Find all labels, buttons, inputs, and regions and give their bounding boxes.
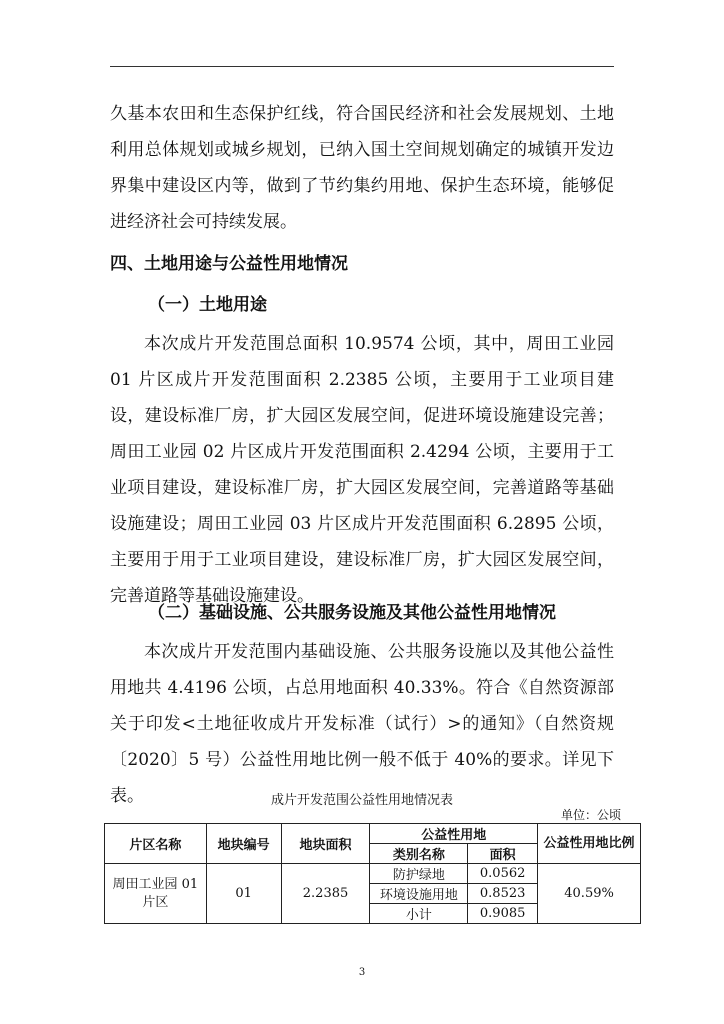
cell-ratio: 40.59% bbox=[538, 864, 641, 924]
header-plot-number: 地块编号 bbox=[206, 824, 281, 864]
header-zone-name: 片区名称 bbox=[105, 824, 207, 864]
subsection-2-paragraph: 本次成片开发范围内基础设施、公共服务设施以及其他公益性用地共 4.4196 公顷，占总用地面积 40.33%。符合《自然资源部关于印发<土地征收成片开发标准（试行）>的通知》（自然资规〔2020〕5 号）公益性用地比例一般不低于 40%的要求。详见下表。 bbox=[110, 642, 614, 806]
header-public-ratio: 公益性用地比例 bbox=[538, 824, 641, 864]
table-unit: 单位：公顷 bbox=[560, 808, 621, 822]
paragraph-top: 久基本农田和生态保护红线，符合国民经济和社会发展规划、土地利用总体规划或城乡规划，已纳入国土空间规划确定的城镇开发边界集中建设区内等，做到了节约集约用地、保护生态环境，能够促进经济社会可持续发展。 bbox=[110, 104, 614, 232]
cell-area: 0.0562 bbox=[468, 864, 538, 884]
subsection-2-heading: （二）基础设施、公共服务设施及其他公益性用地情况 bbox=[148, 603, 556, 623]
public-land-table bbox=[104, 823, 641, 924]
table-caption: 成片开发范围公益性用地情况表 bbox=[270, 793, 453, 808]
cell-category: 防护绿地 bbox=[370, 864, 468, 884]
header-rule bbox=[110, 66, 614, 67]
subsection-1-heading: （一）土地用途 bbox=[148, 295, 267, 315]
cell-area: 0.9085 bbox=[468, 904, 538, 924]
cell-category: 小计 bbox=[370, 904, 468, 924]
header-plot-area: 地块面积 bbox=[281, 824, 370, 864]
header-category: 类别名称 bbox=[370, 844, 468, 864]
cell-category: 环境设施用地 bbox=[370, 884, 468, 904]
table-row bbox=[105, 864, 641, 884]
cell-plot-number: 01 bbox=[206, 864, 281, 924]
cell-area: 0.8523 bbox=[468, 884, 538, 904]
cell-zone: 周田工业园 01 片区 bbox=[105, 864, 207, 924]
page-number: 3 bbox=[358, 967, 366, 978]
cell-plot-area: 2.2385 bbox=[281, 864, 370, 924]
header-public-land: 公益性用地 bbox=[370, 824, 538, 844]
header-area: 面积 bbox=[468, 844, 538, 864]
subsection-1-paragraph: 本次成片开发范围总面积 10.9574 公顷，其中，周田工业园 01 片区成片开发范围面积 2.2385 公顷，主要用于工业项目建设，建设标准厂房，扩大园区发展空间，促进环境设施建设完善；周田工业园 02 片区成片开发范围面积 2.4294 公顷，主要用于工业项目建设，建设标准厂房，扩大园区发展空间，完善道路等基础设施建设；周田工业园 03 片区成片开发范围面积 6.2895 公顷，主要用于用于工业项目建设，建设标准厂房，扩大园区发展空间，完善道路等基础设施建设。 bbox=[110, 334, 614, 606]
section-4-heading: 四、土地用途与公益性用地情况 bbox=[110, 254, 348, 274]
